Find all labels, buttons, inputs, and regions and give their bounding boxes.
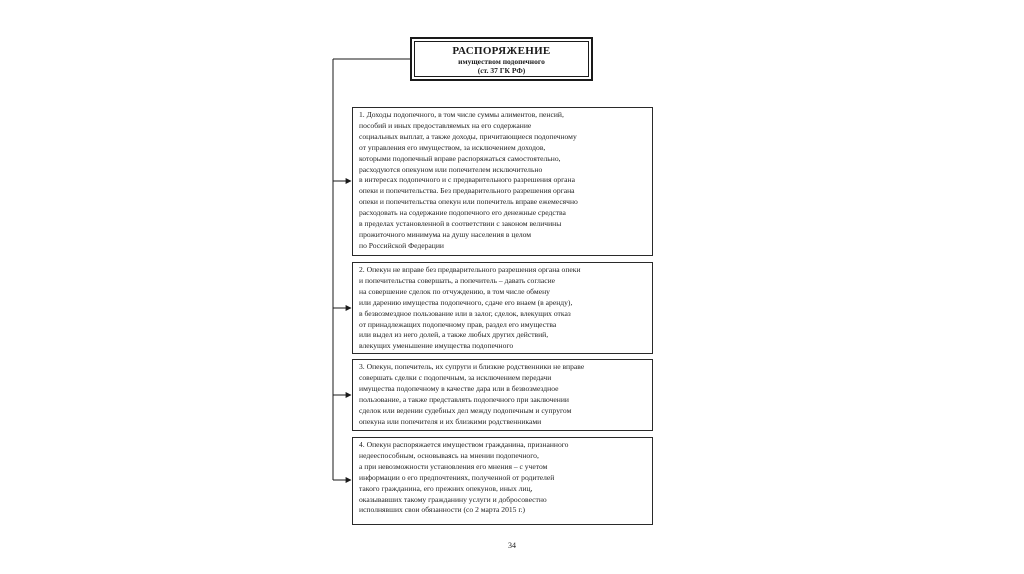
rule-line: по Российской Федерации [359,240,444,250]
title-inner-frame [414,41,589,77]
rule-line: оказывавших такому гражданину услуги и добросовестно [359,494,547,504]
rule-card-3 [352,359,653,431]
rule-line: пособий и иных предоставляемых на его содержание [359,120,532,130]
rule-line: совершать сделки с подопечным, за исключением передачи [359,372,552,382]
title-subtitle: имуществом подопечного [458,57,545,66]
rule-line: информации о его предпочтениях, полученной от родителей [359,472,555,482]
title-box [410,37,593,81]
rule-line: сделок или ведении судебных дел между подопечным и супругом [359,405,572,415]
rule-line: а при невозможности установления его мнения – с учетом [359,461,548,471]
rule-line: или выдел из него долей, а также любых других действий, [359,330,549,340]
rule-line: социальных выплат, а также доходы, причитающиеся подопечному [359,131,577,141]
rule-line: в интересах подопечного и с предварительного разрешения органа [359,175,575,185]
rule-card-2 [352,262,653,354]
rule-line: расходовать на содержание подопечного его денежные средства [359,208,566,218]
rule-text-3 [359,362,646,427]
rule-line: расходуются опекуном или попечителем исключительно [359,164,543,174]
rule-line: 4. Опекун распоряжается имуществом гражданина, признанного [359,440,569,449]
rule-line: 2. Опекун не вправе без предварительного разрешения органа опеки [359,265,581,274]
rule-line: 3. Опекун, попечитель, их супруги и близкие родственники не вправе [359,362,585,371]
rule-card-1 [352,107,653,256]
rule-card-4 [352,437,653,525]
rule-line: или дарению имущества подопечного, сдаче его внаем (в аренду), [359,297,573,307]
rule-line: в пределах установленной в соответствии с законом величины [359,219,562,229]
rule-text-2 [359,265,646,352]
rule-line: 1. Доходы подопечного, в том числе суммы алиментов, пенсий, [359,110,564,119]
rule-line: на совершение сделок по отчуждению, в том числе обмену [359,286,550,296]
title-heading: РАСПОРЯЖЕНИЕ [452,45,551,57]
rule-line: имущества подопечному в качестве дара или в безвозмездное [359,383,559,393]
rule-line: от принадлежащих подопечному прав, раздел его имущества [359,319,557,329]
rule-line: опеки и попечительства. Без предварительного разрешения органа [359,186,575,196]
rule-line: от управления его имуществом, за исключением доходов, [359,142,546,152]
rule-text-1 [359,110,646,252]
rule-line: которыми подопечный вправе распоряжаться самостоятельно, [359,153,561,163]
rule-line: и попечительства совершать, а попечитель – давать согласие [359,275,556,285]
rule-line: влекущих уменьшение имущества подопечного [359,341,514,351]
page-number: 34 [508,541,516,550]
rule-line: пользование, а также представлять подопечного при заключении [359,394,569,404]
rule-line: прожиточного минимума на душу населения в целом [359,229,532,239]
rule-line: в безвозмездное пользование или в залог, сделок, влекущих отказ [359,308,571,318]
rule-line: исполнявших свои обязанности (со 2 марта 2015 г.) [359,505,526,515]
rule-line: недееспособным, основываясь на мнении подопечного, [359,450,539,460]
rule-line: такого гражданина, его прежних опекунов, иных лиц, [359,483,533,493]
rule-text-4 [359,440,646,516]
title-reference: (ст. 37 ГК РФ) [477,66,526,75]
rule-line: опеки и попечительства опекун или попечитель вправе ежемесячно [359,197,578,207]
rule-line: опекуна или попечителя и их близкими родственниками [359,416,542,426]
